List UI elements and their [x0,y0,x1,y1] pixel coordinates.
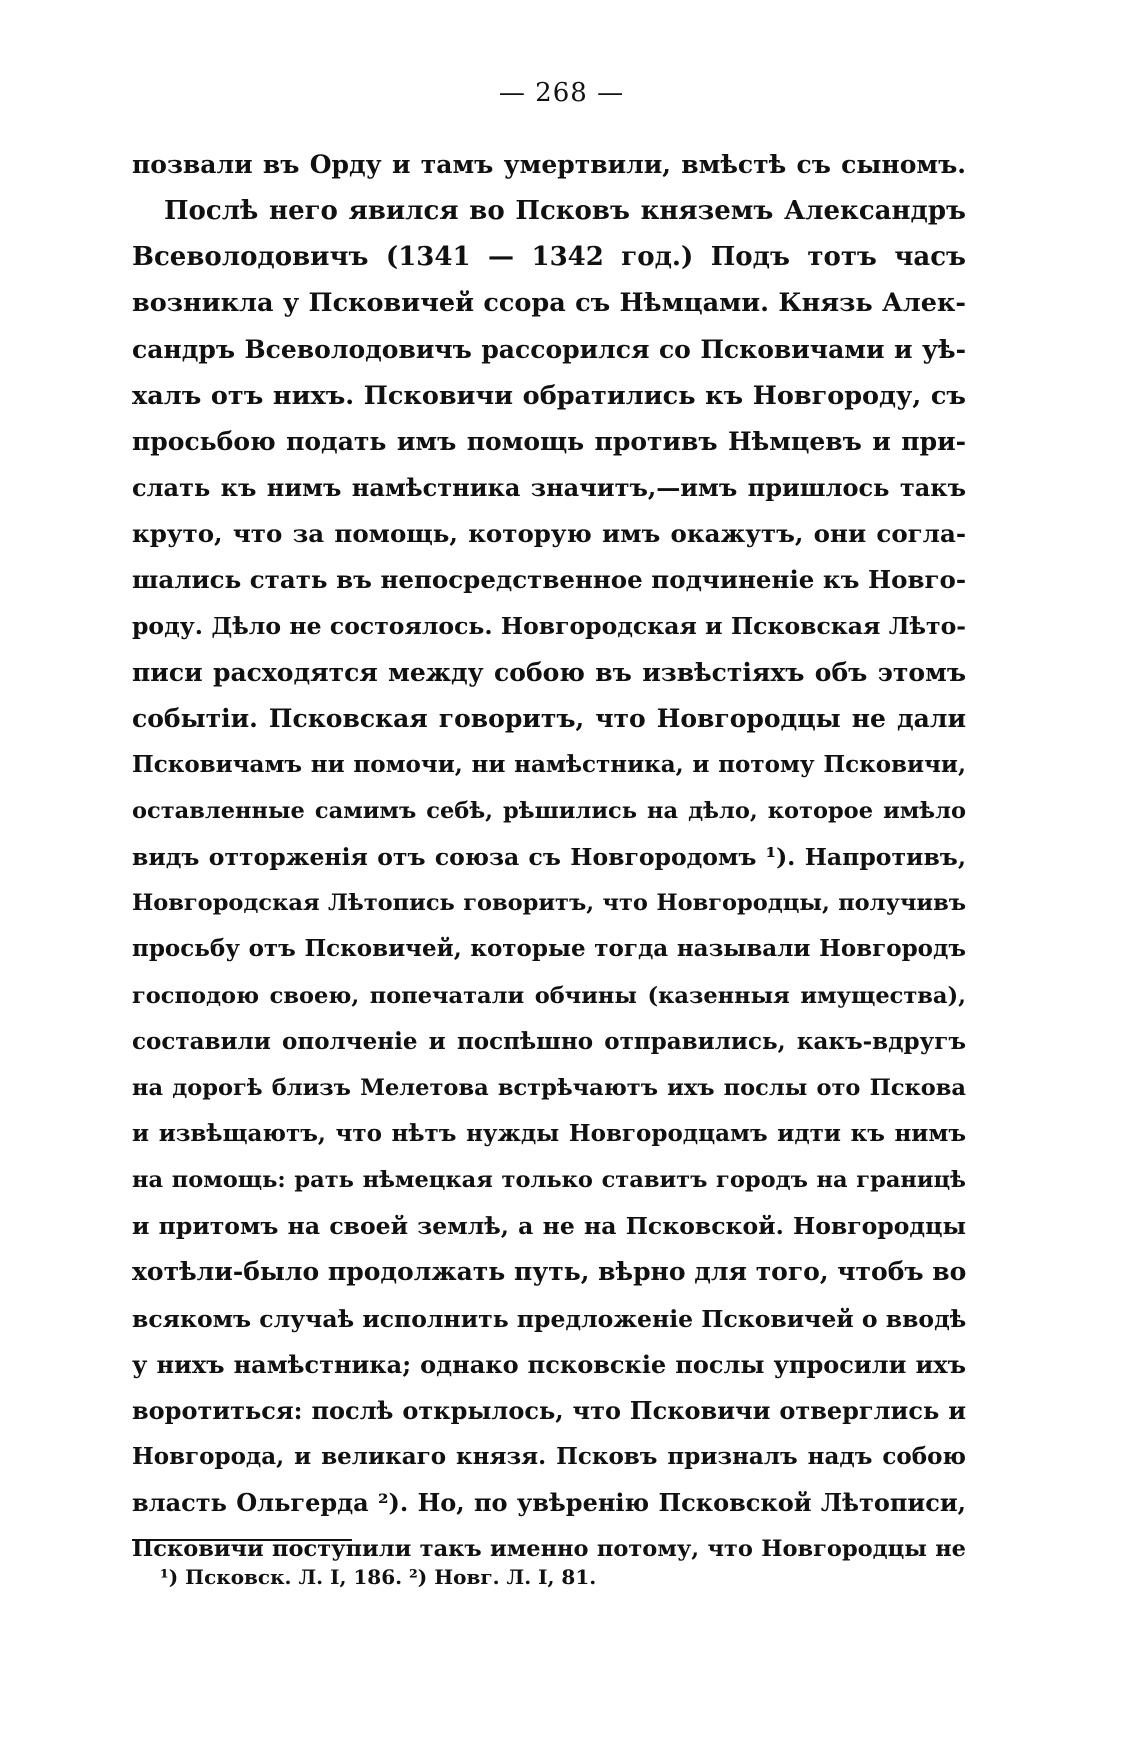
text-line: просьбу отъ Псковичей, которые тогда называли Новгородъ [132,935,966,963]
text-line: шались стать въ непосредственное подчиненіе къ Новго- [132,565,966,595]
text-line: власть Ольгерда ²). Но, по увѣренію Псковской Лѣтописи, [132,1488,966,1518]
text-line: составили ополченіе и поспѣшно отправились, какъ-вдругъ [132,1027,966,1055]
text-line: и притомъ на своей землѣ, а не на Псковской. Новгородцы [132,1212,966,1241]
body-text [132,142,966,1572]
text-line: просьбою подать имъ помощь противъ Нѣмцевъ и при- [132,426,966,456]
text-line: писи расходятся между собою въ извѣстіяхъ объ этомъ [132,657,966,687]
text-line: сандръ Всеволодовичъ рассорился со Псковичами и уѣ- [132,334,966,364]
text-line: господою своею, попечатали обчины (казенныя имущества), [132,982,966,1009]
text-line: Псковичи поступили такъ именно потому, что Новгородцы не [132,1536,966,1563]
text-line: круто, что за помощь, которую имъ окажутъ, они согла- [132,519,966,549]
text-line: оставленные самимъ себѣ, рѣшились на дѣло, которое имѣло [132,797,966,824]
text-line: на дорогѣ близъ Мелетова встрѣчаютъ ихъ послы ото Пскова [132,1074,966,1101]
page-number: — 268 — [498,78,625,108]
text-line: Новгорода, и великаго князя. Псковъ призналъ надъ собою [132,1442,966,1470]
text-line: Всеволодовичъ (1341 — 1342 год.) Подъ тотъ часъ [132,242,966,273]
text-line: видъ отторженія отъ союза съ Новгородомъ ¹). Напротивъ, [132,843,966,872]
text-line: халъ отъ нихъ. Псковичи обратились къ Новгороду, съ [132,380,966,411]
text-line: позвали въ Орду и тамъ умертвили, вмѣстѣ съ сыномъ. [132,150,966,179]
footnote-divider [132,1539,352,1541]
text-line: воротиться: послѣ открылось, что Псковичи отверглись и [132,1395,966,1425]
text-line: Новгородская Лѣтопись говоритъ, что Новгородцы, получивъ [132,890,966,917]
text-line: слать къ нимъ намѣстника значитъ,—имъ пришлось такъ [132,472,966,502]
text-line: у нихъ намѣстника; однако псковскіе послы упросили ихъ [132,1349,966,1379]
text-line: роду. Дѣло не состоялось. Новгородская и Псковская Лѣто- [132,612,966,641]
text-line: всякомъ случаѣ исполнить предложеніе Псковичей о вводѣ [132,1304,966,1333]
text-line: и извѣщаютъ, что нѣтъ нужды Новгородцамъ идти къ нимъ [132,1119,966,1147]
text-line: событіи. Псковская говоритъ, что Новгородцы не дали [132,703,966,733]
footnotes: ¹) Псковск. Л. I, 186. ²) Новг. Л. I, 81. [160,1565,597,1589]
text-line: возникла у Псковичей ссора съ Нѣмцами. Князь Алек- [132,288,966,319]
text-line: Послѣ него явился во Псковъ княземъ Александръ [164,196,966,227]
text-line: на помощь: рать нѣмецкая только ставитъ городъ на границѣ [132,1167,966,1194]
text-line: Псковичамъ ни помочи, ни намѣстника, и потому Псковичи, [132,750,966,778]
text-line: хотѣли-было продолжать путь, вѣрно для того, чтобъ во [132,1257,966,1287]
